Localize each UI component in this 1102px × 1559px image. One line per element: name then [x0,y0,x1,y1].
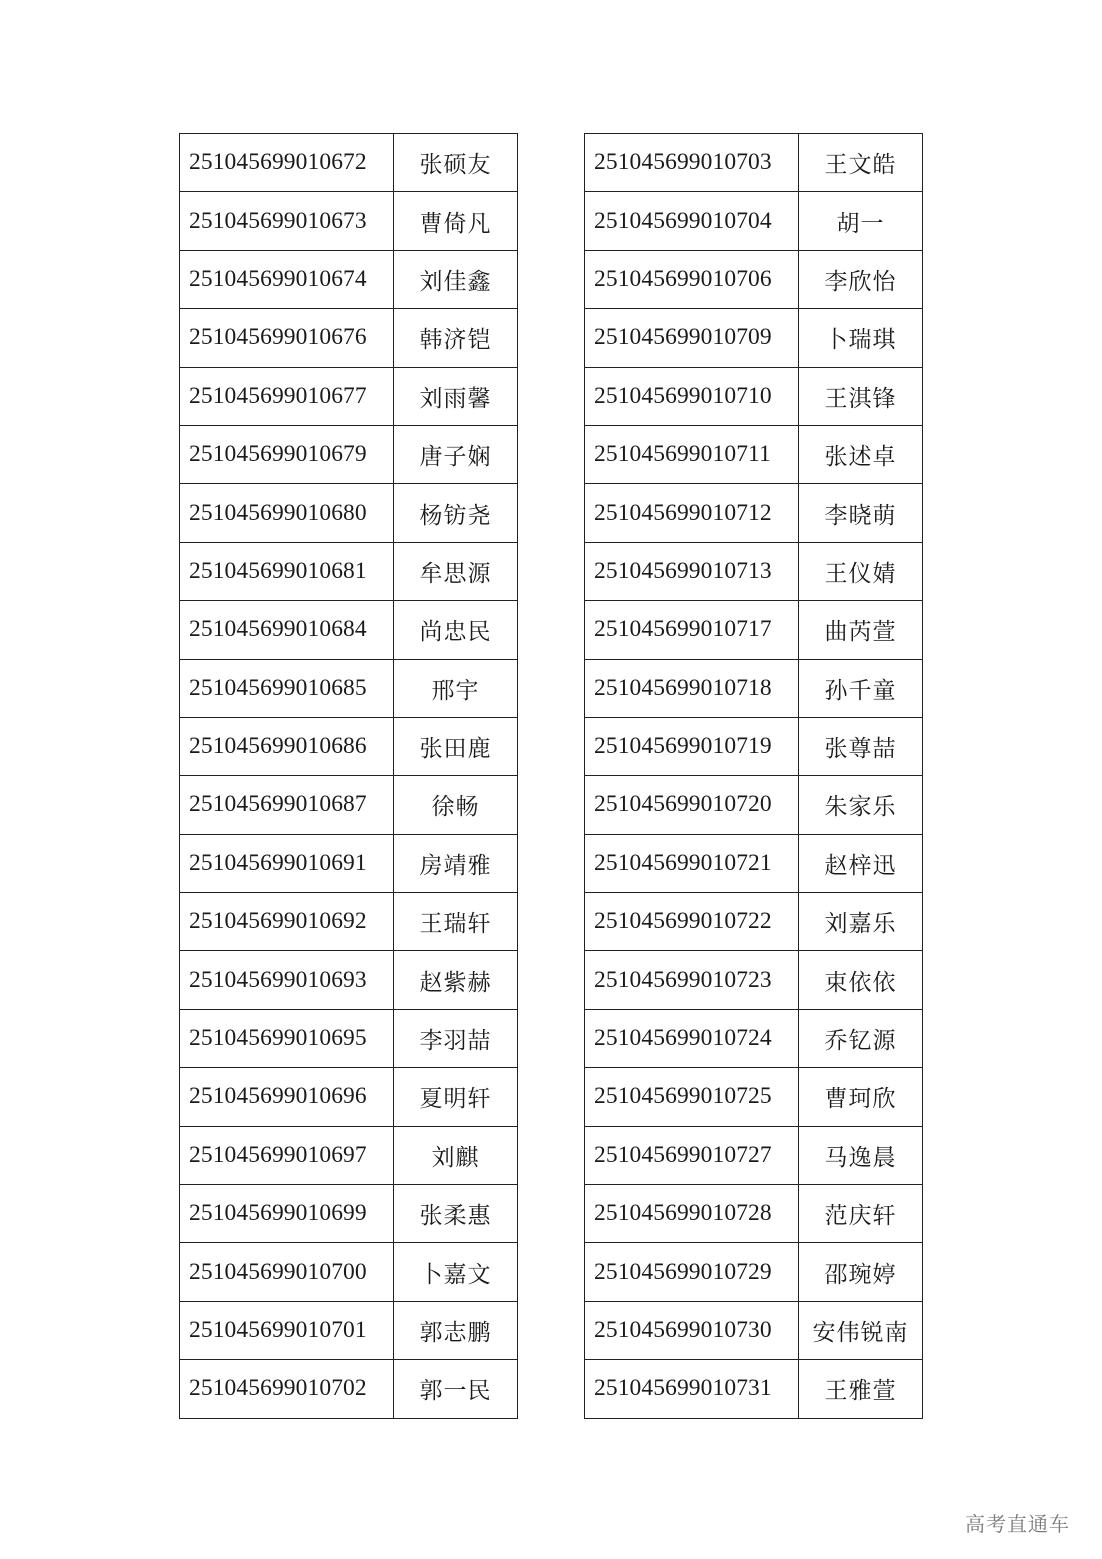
table-row [180,1360,518,1418]
candidate-id-cell: 251045699010699 [180,1185,394,1243]
table-row [585,1126,923,1184]
candidate-id-cell: 251045699010722 [585,893,799,951]
candidate-id-cell: 251045699010681 [180,542,394,600]
candidate-name-cell: 赵紫赫 [394,951,518,1009]
candidate-name-cell: 张硕友 [394,134,518,192]
candidate-id-cell: 251045699010710 [585,367,799,425]
candidate-id-cell: 251045699010686 [180,717,394,775]
roster-table-left [179,133,518,1419]
candidate-id-cell: 251045699010701 [180,1301,394,1359]
candidate-id-cell: 251045699010703 [585,134,799,192]
candidate-name-cell: 张田鹿 [394,717,518,775]
candidate-name-cell: 杨钫尧 [394,484,518,542]
table-row [180,542,518,600]
table-row [585,717,923,775]
candidate-name-cell: 孙千童 [799,659,923,717]
table-row [180,1185,518,1243]
table-row [180,309,518,367]
candidate-id-cell: 251045699010709 [585,309,799,367]
candidate-id-cell: 251045699010673 [180,192,394,250]
roster-table-right-body [585,134,923,1419]
candidate-name-cell: 朱家乐 [799,776,923,834]
candidate-name-cell: 刘麒 [394,1126,518,1184]
candidate-id-cell: 251045699010684 [180,601,394,659]
candidate-id-cell: 251045699010677 [180,367,394,425]
candidate-name-cell: 张尊喆 [799,717,923,775]
candidate-name-cell: 王文皓 [799,134,923,192]
candidate-id-cell: 251045699010712 [585,484,799,542]
table-row [585,425,923,483]
candidate-name-cell: 王雅萱 [799,1360,923,1418]
candidate-name-cell: 曲芮萱 [799,601,923,659]
candidate-id-cell: 251045699010696 [180,1068,394,1126]
candidate-id-cell: 251045699010727 [585,1126,799,1184]
table-row [585,1009,923,1067]
candidate-name-cell: 邢宇 [394,659,518,717]
candidate-id-cell: 251045699010685 [180,659,394,717]
candidate-name-cell: 郭志鹏 [394,1301,518,1359]
candidate-id-cell: 251045699010720 [585,776,799,834]
candidate-id-cell: 251045699010691 [180,834,394,892]
candidate-id-cell: 251045699010676 [180,309,394,367]
table-row [585,1243,923,1301]
candidate-id-cell: 251045699010725 [585,1068,799,1126]
candidate-name-cell: 尚忠民 [394,601,518,659]
table-row [180,1301,518,1359]
table-row [585,776,923,834]
table-row [180,893,518,951]
candidate-id-cell: 251045699010717 [585,601,799,659]
table-row [585,1185,923,1243]
candidate-name-cell: 李晓萌 [799,484,923,542]
candidate-name-cell: 安伟锐南 [799,1301,923,1359]
table-row [180,192,518,250]
table-row [180,776,518,834]
candidate-id-cell: 251045699010711 [585,425,799,483]
table-row [585,1301,923,1359]
table-row [180,1243,518,1301]
table-row [585,1068,923,1126]
candidate-id-cell: 251045699010695 [180,1009,394,1067]
table-row [180,717,518,775]
table-row [585,834,923,892]
candidate-name-cell: 韩济铠 [394,309,518,367]
candidate-id-cell: 251045699010702 [180,1360,394,1418]
candidate-name-cell: 曹倚凡 [394,192,518,250]
table-row [585,250,923,308]
table-row [585,893,923,951]
table-row [180,601,518,659]
candidate-name-cell: 王仪婧 [799,542,923,600]
table-row [585,1360,923,1418]
candidate-id-cell: 251045699010731 [585,1360,799,1418]
table-row [585,192,923,250]
candidate-id-cell: 251045699010730 [585,1301,799,1359]
candidate-id-cell: 251045699010729 [585,1243,799,1301]
candidate-name-cell: 李羽喆 [394,1009,518,1067]
candidate-name-cell: 胡一 [799,192,923,250]
watermark-text: 高考直通车 [965,1512,1070,1536]
table-row [180,659,518,717]
roster-table-left-body [180,134,518,1419]
table-row [585,601,923,659]
table-row [585,951,923,1009]
candidate-name-cell: 邵琬婷 [799,1243,923,1301]
table-row [180,951,518,1009]
candidate-name-cell: 李欣怡 [799,250,923,308]
candidate-name-cell: 刘雨馨 [394,367,518,425]
roster-table-right [584,133,923,1419]
candidate-name-cell: 张柔惠 [394,1185,518,1243]
candidate-name-cell: 刘佳鑫 [394,250,518,308]
table-row [585,367,923,425]
table-row [180,1068,518,1126]
table-row [585,309,923,367]
candidate-id-cell: 251045699010674 [180,250,394,308]
candidate-id-cell: 251045699010728 [585,1185,799,1243]
candidate-id-cell: 251045699010723 [585,951,799,1009]
table-row [180,250,518,308]
candidate-name-cell: 赵梓迅 [799,834,923,892]
candidate-id-cell: 251045699010700 [180,1243,394,1301]
candidate-name-cell: 曹珂欣 [799,1068,923,1126]
table-row [180,367,518,425]
candidate-name-cell: 王瑞轩 [394,893,518,951]
candidate-id-cell: 251045699010718 [585,659,799,717]
candidate-name-cell: 卜瑞琪 [799,309,923,367]
candidate-id-cell: 251045699010697 [180,1126,394,1184]
table-row [180,834,518,892]
candidate-name-cell: 王淇锋 [799,367,923,425]
table-row [585,134,923,192]
candidate-name-cell: 马逸晨 [799,1126,923,1184]
candidate-id-cell: 251045699010721 [585,834,799,892]
candidate-id-cell: 251045699010706 [585,250,799,308]
candidate-name-cell: 范庆轩 [799,1185,923,1243]
candidate-id-cell: 251045699010693 [180,951,394,1009]
table-row [585,484,923,542]
table-row [180,484,518,542]
candidate-name-cell: 唐子娴 [394,425,518,483]
candidate-id-cell: 251045699010713 [585,542,799,600]
candidate-name-cell: 房靖雅 [394,834,518,892]
candidate-name-cell: 卜嘉文 [394,1243,518,1301]
candidate-name-cell: 张述卓 [799,425,923,483]
candidate-name-cell: 乔钇源 [799,1009,923,1067]
candidate-id-cell: 251045699010687 [180,776,394,834]
candidate-name-cell: 刘嘉乐 [799,893,923,951]
candidate-id-cell: 251045699010679 [180,425,394,483]
candidate-name-cell: 郭一民 [394,1360,518,1418]
candidate-id-cell: 251045699010704 [585,192,799,250]
table-row [180,1126,518,1184]
candidate-name-cell: 夏明轩 [394,1068,518,1126]
candidate-id-cell: 251045699010724 [585,1009,799,1067]
table-row [585,659,923,717]
candidate-name-cell: 束依依 [799,951,923,1009]
candidate-name-cell: 牟思源 [394,542,518,600]
candidate-id-cell: 251045699010692 [180,893,394,951]
table-row [180,134,518,192]
table-row [585,542,923,600]
table-row [180,425,518,483]
candidate-id-cell: 251045699010680 [180,484,394,542]
candidate-id-cell: 251045699010719 [585,717,799,775]
candidate-name-cell: 徐畅 [394,776,518,834]
table-row [180,1009,518,1067]
candidate-id-cell: 251045699010672 [180,134,394,192]
